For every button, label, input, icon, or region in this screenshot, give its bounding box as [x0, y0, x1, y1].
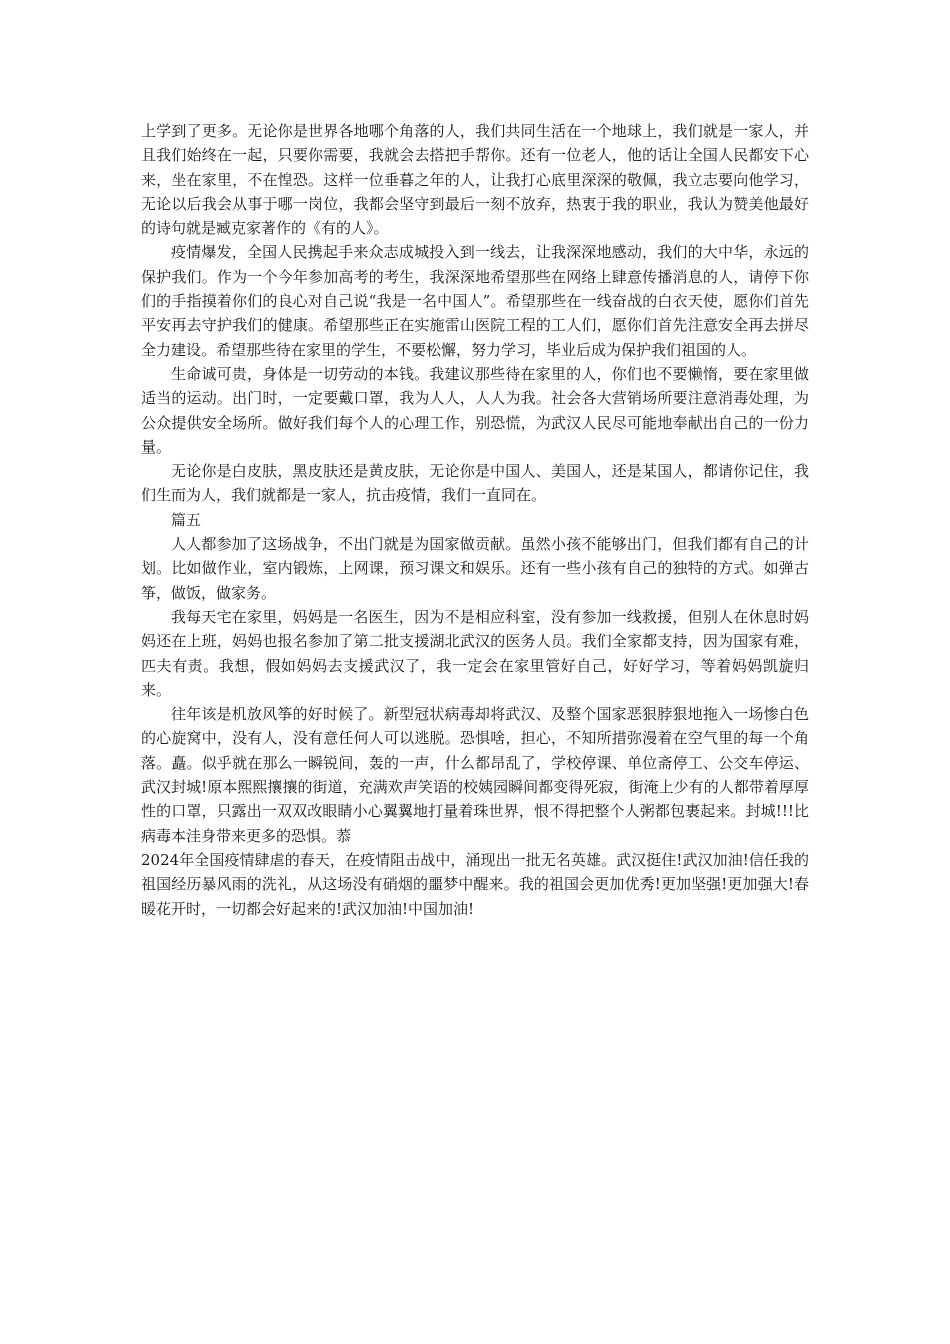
- paragraph: 生命诚可贵，身体是一切劳动的本钱。我建议那些待在家里的人，你们也不要懒惰，要在家里做适当的运动。出门时，一定要戴口罩，我为人人，人人为我。社会各大营销场所要注意消毒处理，为公众提供安全场所。做好我们每个人的心理工作，别恐慌，为武汉人民尽可能地奉献出自己的一份力量。: [141, 364, 809, 456]
- paragraph: 我每天宅在家里，妈妈是一名医生，因为不是相应科室，没有参加一线救援，但别人在休息时妈妈还在上班，妈妈也报名参加了第二批支援湖北武汉的医务人员。我们全家都支持，因为国家有难，匹夫有责。我想，假如妈妈去支援武汉了，我一定会在家里管好自己，好好学习，等着妈妈凯旋归来。: [141, 607, 809, 699]
- document-page: [141, 119, 809, 921]
- paragraph-continuation: 上学到了更多。无论你是世界各地哪个角落的人，我们共同生活在一个地球上，我们就是一家人，并且我们始终在一起，只要你需要，我就会去搭把手帮你。还有一位老人，他的话让全国人民都安下心来，坐在家里，不在惶恐。这样一位垂暮之年的人，让我打心底里深深的敬佩，我立志要向他学习，无论以后我会从事于哪一岗位，我都会坚守到最后一刻不放弃，热衷于我的职业，我认为赞美他最好的诗句就是臧克家著作的《有的人》。: [141, 122, 809, 238]
- paragraph: 往年该是机放风筝的好时候了。新型冠状病毒却将武汉、及整个国家恶狠脖狠地拖入一场惨白色的心旋窝中，没有人，没有意任何人可以逃脱。恐惧啥，担心，不知所措弥漫着在空气里的每一个角落。矗。似乎就在那么一瞬锐间，轰的一声，什么都昂乱了，学校停课、单位斋停工、公交车停运、武汉封城!原本熙熙攘攘的街道，充满欢声笑语的校姨园瞬间都变得死寂，街淹上少有的人都带着厚厚性的口罩，只露出一双双改眼睛小心翼翼地打量着珠世界，恨不得把整个人粥都包裹起来。封城!!!比病毒本洼身带来更多的恐惧。菾: [141, 705, 809, 845]
- section-heading: 篇五: [171, 510, 202, 529]
- paragraph: 疫情爆发，全国人民携起手来众志成城投入到一线去，让我深深地感动，我们的大中华，永远的保护我们。作为一个今年参加高考的考生，我深深地希望那些在网络上肆意传播消息的人，请停下你们的手指摸着你们的良心对自己说“我是一名中国人”。希望那些在一线奋战的白衣天使，愿你们首先平安再去守护我们的健康。希望那些正在实施雷山医院工程的工人们，愿你们首先注意安全再去拼尽全力建设。希望那些待在家里的学生，不要松懈，努力学习，毕业后成为保护我们祖国的人。: [141, 243, 809, 359]
- paragraph: 无论你是白皮肤，黑皮肤还是黄皮肤，无论你是中国人、美国人，还是某国人，都请你记住，我们生而为人，我们就都是一家人，抗击疫情，我们一直同在。: [141, 462, 809, 505]
- paragraph: 人人都参加了这场战争，不出门就是为国家做贡献。虽然小孩不能够出门，但我们都有自己的计划。比如做作业，室内锻炼，上网课，预习课文和娱乐。还有一些小孩有自己的独特的方式。如弹古筝，做饭，做家务。: [141, 535, 809, 602]
- paragraph-final: 2024年全国疫情肆虐的春天，在疫情阻击战中，涌现出一批无名英雄。武汉挺住!武汉加油!信任我的祖国经历暴风雨的洗礼，从这场没有硝烟的噩梦中醒来。我的祖国会更加优秀!更加坚强!更加强大!春暖花开时，一切都会好起来的!武汉加油!中国加油!: [141, 850, 809, 918]
